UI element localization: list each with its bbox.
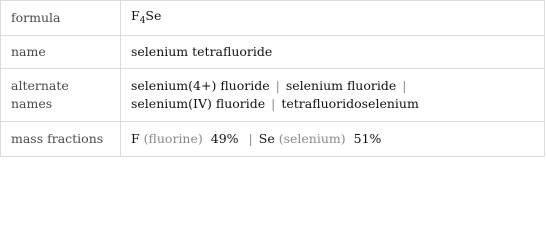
fraction-symbol: Se (258, 131, 275, 146)
separator: | (271, 96, 276, 111)
mass-fractions-value (121, 122, 545, 157)
mass-fractions-label: mass fractions (1, 122, 121, 157)
alternate-name: tetrafluoridoselenium (281, 96, 419, 111)
name-value: selenium tetrafluoride (121, 36, 545, 69)
fraction-element-name: (fluorine) (143, 131, 203, 146)
name-label: name (1, 36, 121, 69)
separator: | (275, 78, 280, 93)
formula-row (1, 1, 545, 36)
formula-element-se: Se (145, 7, 162, 23)
fraction-symbol: F (131, 131, 140, 146)
fraction-value: 51% (353, 131, 382, 146)
alternate-name: selenium fluoride (285, 78, 397, 93)
alternate-names-value (121, 69, 545, 122)
formula-element-f: F (131, 7, 140, 23)
formula-subscript: 4 (139, 15, 146, 26)
fraction-element-name: (selenium) (278, 131, 346, 146)
fraction-value: 49% (210, 131, 239, 146)
mass-fractions-row (1, 122, 545, 157)
separator: | (402, 78, 407, 93)
formula-value (121, 1, 545, 36)
alternate-name: selenium(IV) fluoride (131, 96, 266, 111)
separator: | (248, 131, 253, 146)
name-row (1, 36, 545, 69)
alternate-names-row (1, 69, 545, 122)
alternate-names-label: alternate names (1, 69, 121, 122)
formula-label: formula (1, 1, 121, 36)
alternate-name: selenium(4+) fluoride (131, 78, 270, 93)
